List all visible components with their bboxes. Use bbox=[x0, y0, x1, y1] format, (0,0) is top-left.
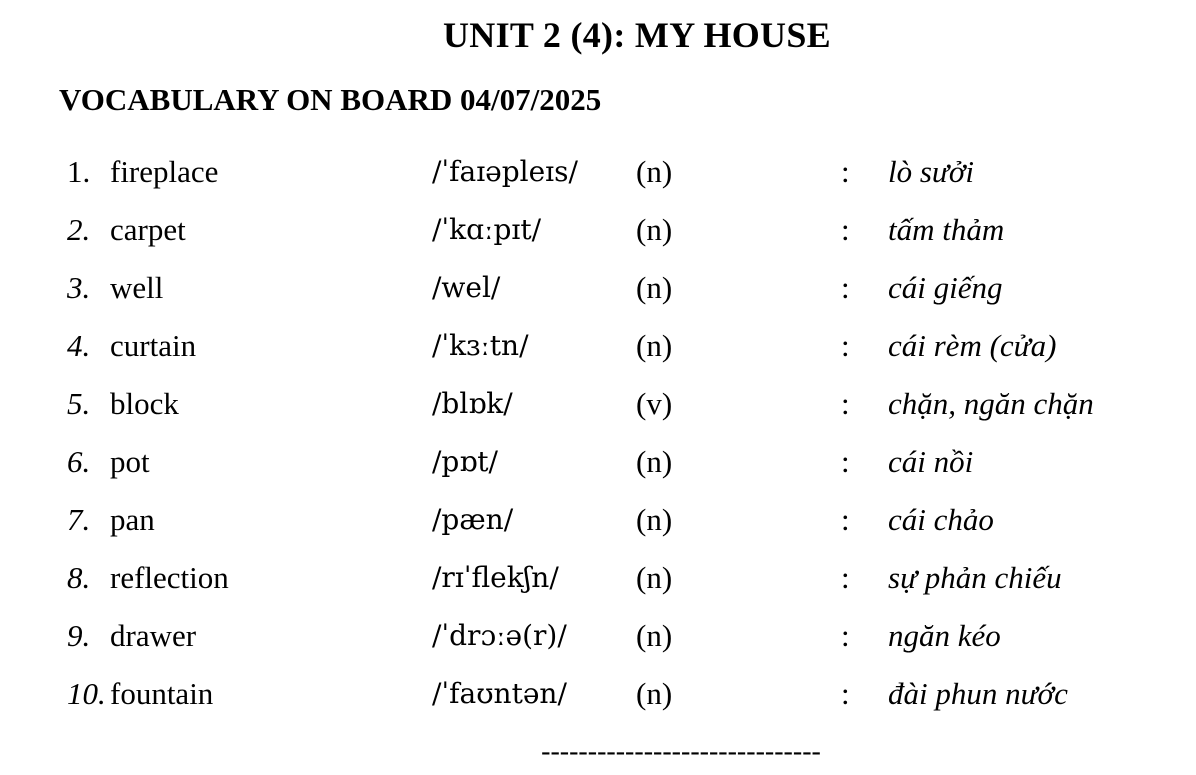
pronunciation: /rɪˈflekʃn/ bbox=[432, 561, 559, 594]
vocab-word: pot bbox=[110, 444, 150, 479]
separator: : bbox=[841, 386, 850, 421]
pronunciation: /wel/ bbox=[432, 271, 501, 304]
meaning: cái giếng bbox=[888, 270, 1003, 305]
item-number: 9. bbox=[67, 618, 91, 653]
item-number: 8. bbox=[67, 560, 91, 595]
vocab-word: fireplace bbox=[110, 154, 219, 189]
item-number: 2. bbox=[67, 212, 91, 247]
list-item bbox=[0, 268, 1196, 326]
section-subtitle: VOCABULARY ON BOARD 04/07/2025 bbox=[59, 82, 602, 117]
part-of-speech: (n) bbox=[636, 270, 673, 305]
meaning: ngăn kéo bbox=[888, 618, 1001, 653]
pronunciation: /blɒk/ bbox=[432, 387, 513, 420]
separator: : bbox=[841, 618, 850, 653]
item-number: 10. bbox=[67, 676, 106, 711]
meaning: sự phản chiếu bbox=[888, 560, 1062, 595]
item-number: 6. bbox=[67, 444, 91, 479]
page-title: UNIT 2 (4): MY HOUSE bbox=[442, 15, 831, 55]
separator: : bbox=[841, 502, 850, 537]
list-item bbox=[0, 152, 1196, 210]
meaning: cái chảo bbox=[888, 502, 994, 537]
pronunciation: /ˈkɑːpɪt/ bbox=[432, 213, 542, 246]
vocabulary-list bbox=[0, 152, 1196, 732]
meaning: cái rèm (cửa) bbox=[888, 328, 1057, 363]
part-of-speech: (v) bbox=[636, 386, 673, 421]
list-item bbox=[0, 500, 1196, 558]
separator: : bbox=[841, 270, 850, 305]
pronunciation: /ˈkɜːtn/ bbox=[432, 329, 529, 362]
part-of-speech: (n) bbox=[636, 328, 673, 363]
list-item bbox=[0, 558, 1196, 616]
part-of-speech: (n) bbox=[636, 444, 673, 479]
part-of-speech: (n) bbox=[636, 676, 673, 711]
divider-line: ------------------------------ bbox=[541, 736, 821, 767]
item-number: 7. bbox=[67, 502, 91, 537]
part-of-speech: (n) bbox=[636, 560, 673, 595]
list-item bbox=[0, 616, 1196, 674]
part-of-speech: (n) bbox=[636, 618, 673, 653]
meaning: chặn, ngăn chặn bbox=[888, 386, 1094, 421]
separator: : bbox=[841, 676, 850, 711]
vocab-word: well bbox=[110, 270, 164, 305]
separator: : bbox=[841, 154, 850, 189]
vocab-word: carpet bbox=[110, 212, 186, 247]
pronunciation: /pɒt/ bbox=[432, 445, 498, 478]
pronunciation: /ˈfaʊntən/ bbox=[432, 677, 567, 710]
part-of-speech: (n) bbox=[636, 212, 673, 247]
meaning: cái nồi bbox=[888, 444, 974, 479]
meaning: tấm thảm bbox=[888, 212, 1005, 247]
list-item bbox=[0, 326, 1196, 384]
separator: : bbox=[841, 212, 850, 247]
item-number: 1. bbox=[67, 154, 91, 189]
part-of-speech: (n) bbox=[636, 154, 673, 189]
list-item bbox=[0, 384, 1196, 442]
vocab-word: pan bbox=[110, 502, 155, 537]
separator: : bbox=[841, 444, 850, 479]
pronunciation: /ˈfaɪəpleɪs/ bbox=[432, 155, 578, 188]
vocab-word: block bbox=[110, 386, 179, 421]
item-number: 5. bbox=[67, 386, 91, 421]
part-of-speech: (n) bbox=[636, 502, 673, 537]
vocab-word: fountain bbox=[110, 676, 214, 711]
meaning: đài phun nước bbox=[888, 676, 1068, 711]
vocab-word: curtain bbox=[110, 328, 197, 363]
vocab-word: drawer bbox=[110, 618, 197, 653]
list-item bbox=[0, 442, 1196, 500]
item-number: 4. bbox=[67, 328, 91, 363]
list-item bbox=[0, 674, 1196, 732]
meaning: lò sưởi bbox=[888, 154, 974, 189]
separator: : bbox=[841, 328, 850, 363]
item-number: 3. bbox=[67, 270, 91, 305]
list-item bbox=[0, 210, 1196, 268]
separator: : bbox=[841, 560, 850, 595]
pronunciation: /ˈdrɔːə(r)/ bbox=[432, 619, 567, 652]
vocab-word: reflection bbox=[110, 560, 229, 595]
pronunciation: /pæn/ bbox=[432, 503, 514, 536]
